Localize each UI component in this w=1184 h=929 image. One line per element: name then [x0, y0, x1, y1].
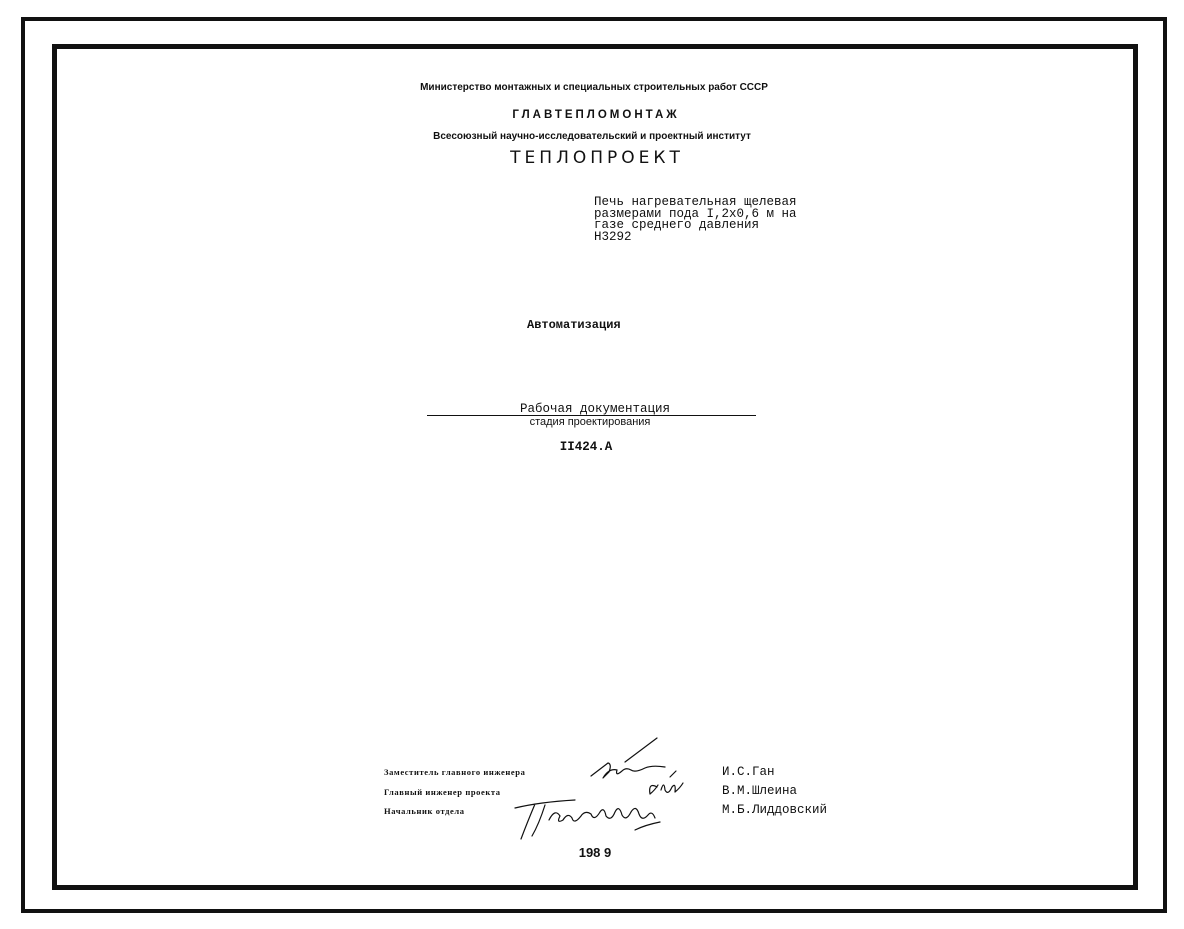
signatory-role: Главный инженер проекта [384, 787, 501, 797]
signatory-role: Заместитель главного инженера [384, 767, 526, 777]
section-title: Автоматизация [527, 318, 621, 332]
subject-line: Н3292 [594, 229, 632, 244]
signatory-role: Начальник отдела [384, 806, 465, 816]
subject-line: Печь нагревательная щелевая [594, 195, 797, 209]
main-directorate: ГЛАВТЕПЛОМОНТАЖ [512, 109, 680, 121]
documentation-type: Рабочая документация [519, 402, 671, 416]
institute-name: ТЕПЛОПРОЕКТ [510, 148, 684, 168]
signatory-name: В.М.Шлеина [722, 784, 798, 798]
signatory-name: И.С.Ган [722, 765, 775, 779]
ministry-name: Министерство монтажных и специальных строительных работ СССР [420, 82, 768, 93]
subject-block [594, 197, 797, 243]
year: 198 9 [578, 845, 612, 860]
handwritten-signatures [505, 730, 685, 850]
subject-line: газе среднего давления [594, 218, 760, 232]
subject-line: размерами пода I,2x0,6 м на [594, 206, 797, 221]
document-number: II424.А [559, 440, 613, 454]
documentation-stage-label: стадия проектирования [529, 416, 651, 428]
institute-type: Всесоюзный научно-исследовательский и проектный институт [433, 131, 751, 142]
signatory-name: М.Б.Лиддовский [722, 803, 828, 817]
